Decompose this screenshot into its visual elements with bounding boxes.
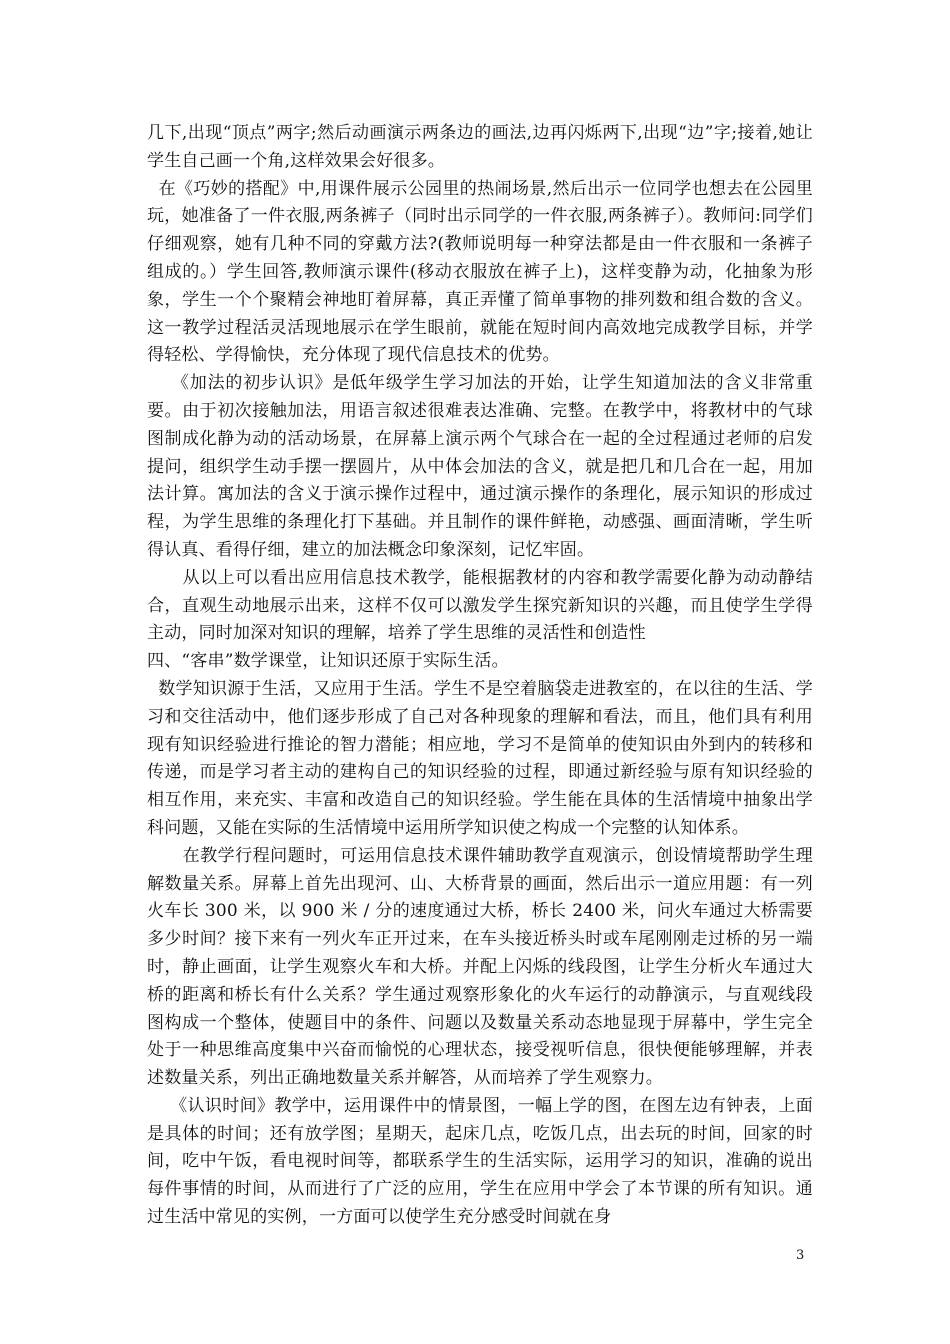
paragraph: 在教学行程问题时，可运用信息技术课件辅助教学直观演示，创设情境帮助学生理解数量关系。屏幕上首先出现河、山、大桥背景的画面，然后出示一道应用题：有一列火车长 300 米，以 900 米 / 分的速度通过大桥，桥长 2400 米，问火车通过大桥需要多少时间？接下来有一列火车正开过来，在车头接近桥头时或车尾刚刚走过桥的另一端时，静止画面，让学生观察火车和大桥。并配上闪烁的线段图，让学生分析火车通过大桥的距离和桥长有什么关系？学生通过观察形象化的火车运行的动静演示，与直观线段图构成一个整体，使题目中的条件、问题以及数量关系动态地显现于屏幕中，学生完全处于一种思维高度集中兴奋而愉悦的心理状态，接受视听信息，很快便能够理解，并表述数量关系，列出正确地数量关系并解答，从而培养了学生观察力。 [147, 845, 814, 1089]
paragraph: 《认识时间》教学中，运用课件中的情景图，一幅上学的图，在图左边有钟表，上面是具体的时间；还有放学图；星期天，起床几点，吃饭几点，出去玩的时间，回家的时间，吃中午饭，看电视时间等，都联系学生的生活实际，运用学习的知识，准确的说出每件事情的时间，从而进行了广泛的应用，学生在应用中学会了本节课的所有知识。通过生活中常见的实例，一方面可以使学生充分感受时间就在身 [147, 1095, 813, 1228]
paragraph: 数学知识源于生活，又应用于生活。学生不是空着脑袋走进教室的，在以往的生活、学习和交往活动中，他们逐步形成了自己对各种现象的理解和看法，而且，他们具有利用现有知识经验进行推论的智力潜能；相应地，学习不是简单的使知识由外到内的转移和传递，而是学习者主动的建构自己的知识经验的过程，即通过新经验与原有知识经验的相互作用，来充实、丰富和改造自己的知识经验。学生能在具体的生活情境中抽象出学科问题，又能在实际的生活情境中运用所学知识使之构成一个完整的认知体系。 [147, 678, 813, 838]
page-number: 3 [796, 1248, 805, 1263]
paragraph: 《加法的初步认识》是低年级学生学习加法的开始，让学生知道加法的含义非常重要。由于初次接触加法，用语言叙述很难表达准确、完整。在教学中，将教材中的气球图制成化静为动的活动场景，在屏幕上演示两个气球合在一起的全过程通过老师的启发提问，组织学生动手摆一摆圆片，从中体会加法的含义，就是把几和几合在一起，用加法计算。寓加法的含义于演示操作过程中，通过演示操作的条理化，展示知识的形成过程，为学生思维的条理化打下基础。并且制作的课件鲜艳，动感强、画面清晰，学生听得认真、看得仔细，建立的加法概念印象深刻，记忆牢固。 [147, 373, 813, 560]
section-heading: 四、“客串”数学课堂，让知识还原于实际生活。 [147, 651, 509, 672]
paragraph: 从以上可以看出应用信息技术教学，能根据教材的内容和教学需要化静为动动静结合，直观生动地展示出来，这样不仅可以激发学生探究新知识的兴趣，而且使学生学得主动，同时加深对知识的理解，培养了学生思维的灵活性和创造性 [147, 567, 814, 644]
paragraph: 几下,出现“顶点”两字;然后动画演示两条边的画法,边再闪烁两下,出现“边”字;接着,她让学生自己画一个角,这样效果会好很多。 [147, 123, 813, 171]
document-body [147, 120, 813, 1232]
paragraph: 在《巧妙的搭配》中,用课件展示公园里的热闹场景,然后出示一位同学也想去在公园里玩，她准备了一件衣服,两条裤子（同时出示同学的一件衣服,两条裤子）。教师问:同学们仔细观察，她有几种不同的穿戴方法?(教师说明每一种穿法都是由一件衣服和一条裤子组成的。）学生回答,教师演示课件(移动衣服放在裤子上)，这样变静为动，化抽象为形象，学生一个个聚精会神地盯着屏幕，真正弄懂了简单事物的排列数和组合数的含义。这一教学过程活灵活现地展示在学生眼前，就能在短时间内高效地完成教学目标，并学得轻松、学得愉快，充分体现了现代信息技术的优势。 [147, 178, 813, 366]
